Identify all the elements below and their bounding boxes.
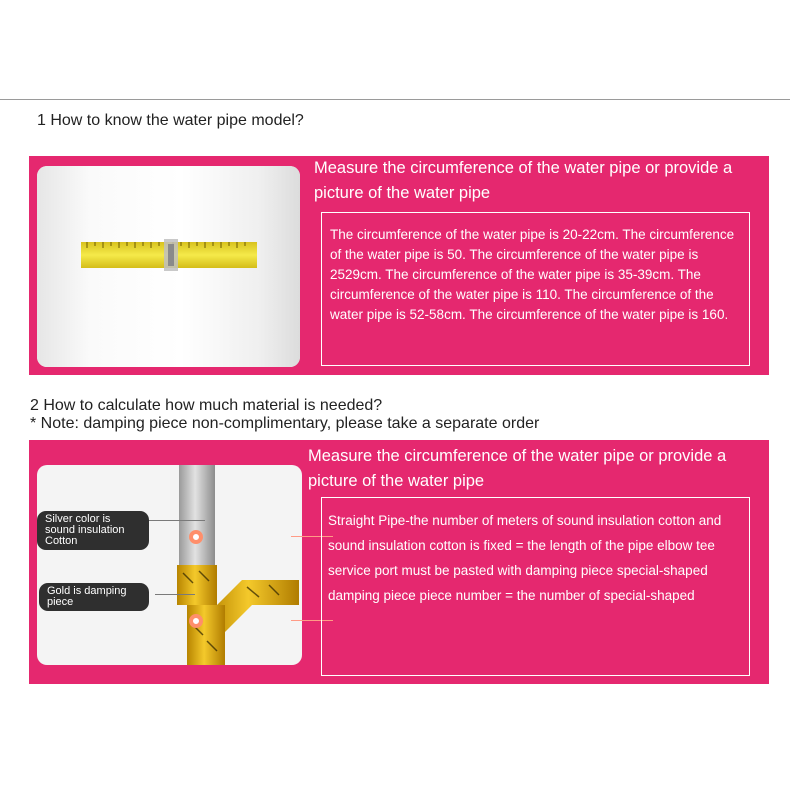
top-divider xyxy=(0,99,790,100)
silver-callout-label: Silver color is sound insulation Cotton xyxy=(37,511,149,550)
gold-marker-dot xyxy=(189,614,203,628)
section1-text-box xyxy=(321,212,750,366)
measuring-tape-photo xyxy=(37,166,300,367)
section2-text-box xyxy=(321,497,750,676)
section2-panel xyxy=(29,440,769,684)
gold-callout-label: Gold is damping piece xyxy=(39,583,149,611)
measuring-tape-icon xyxy=(37,166,300,367)
section1-panel-title: Measure the circumference of the water pipe or provide a picture of the water pipe xyxy=(314,159,733,202)
section2-body-text: Straight Pipe-the number of meters of sound insulation cotton and sound insulation cotton is fixed = the length of the pipe elbow tee service port must be pasted with damping piece special-shaped damping piece piece number = the number of special-shaped xyxy=(328,513,722,603)
section2-note: * Note: damping piece non-complimentary, please take a separate order xyxy=(30,415,540,432)
silver-marker-dot xyxy=(189,530,203,544)
section1-body-text: The circumference of the water pipe is 20-22cm. The circumference of the water pipe is 50. The circumference of the water pipe is 2529cm. The circumference of the water pipe is 35-39cm. The circumference of the water pipe is 110. The circumference of the water pipe is 52-58cm. The circumference of the water pipe is 160. xyxy=(330,227,735,322)
pipe-diagram-icon xyxy=(37,465,302,665)
section1-heading: 1 How to know the water pipe model? xyxy=(37,112,304,129)
section2-heading: 2 How to calculate how much material is needed? xyxy=(30,397,383,414)
section1-panel xyxy=(29,156,769,375)
section2-panel-title: Measure the circumference of the water pipe or provide a picture of the water pipe xyxy=(308,447,727,490)
pipe-diagram-photo xyxy=(37,465,302,665)
gold-pointer-line xyxy=(155,594,195,595)
